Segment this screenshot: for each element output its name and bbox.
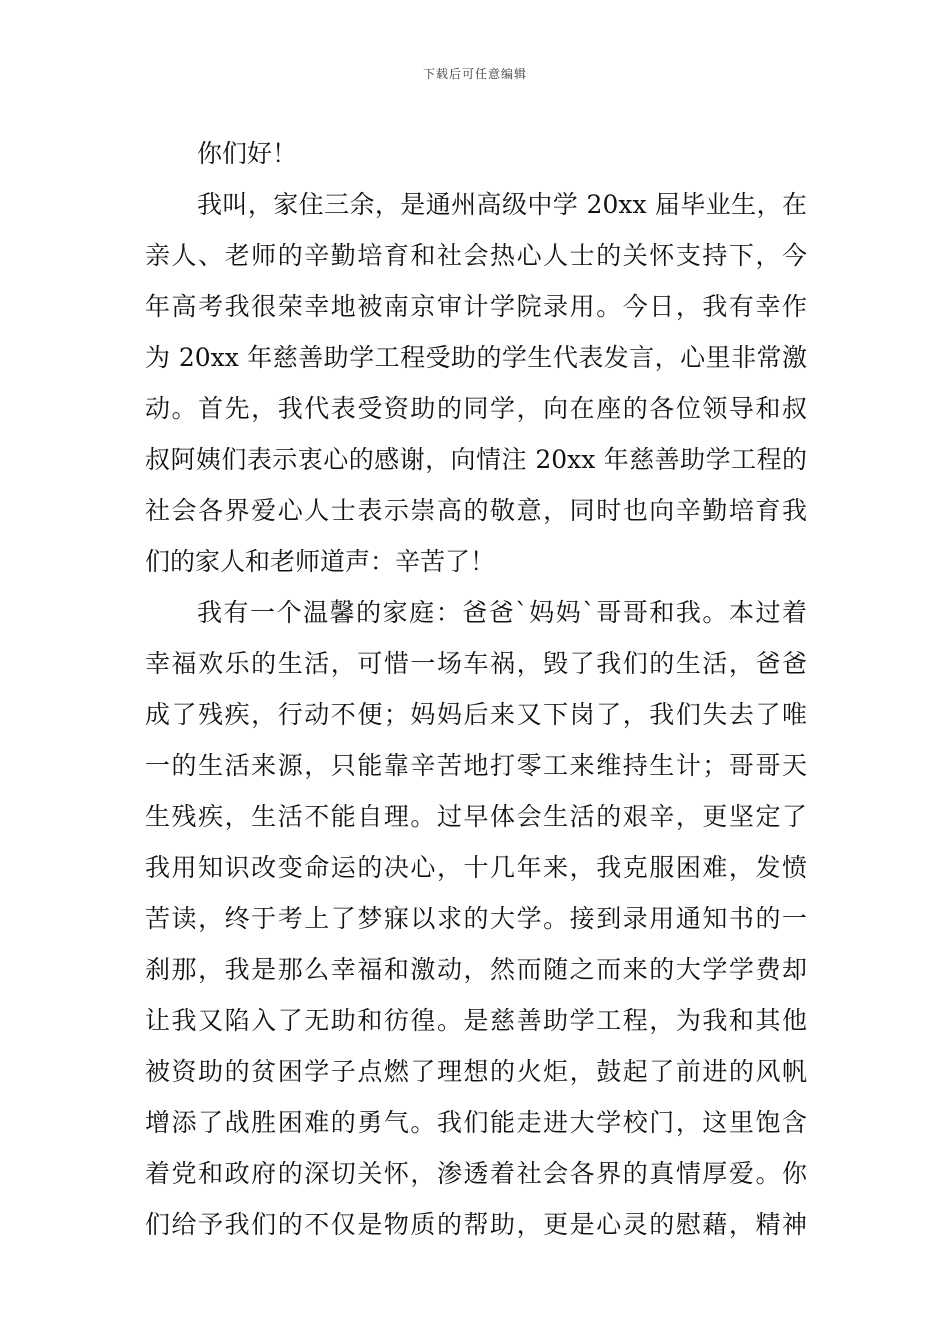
paragraph-introduction: [145, 179, 807, 587]
text-line: 我叫，家住三余，是通州高级中学 20xx 届毕业生，在: [197, 190, 807, 219]
text-line: 我有一个温馨的家庭：爸爸`妈妈`哥哥和我。本过着: [197, 598, 807, 627]
text-line: 一的生活来源，只能靠辛苦地打零工来维持生计；哥哥天: [145, 751, 807, 780]
paragraph-family-story: [145, 587, 807, 1250]
page-header-note: 下载后可任意编辑: [422, 67, 527, 81]
text-line: 苦读，终于考上了梦寐以求的大学。接到录用通知书的一: [145, 904, 807, 933]
document-body: [145, 128, 807, 1250]
text-line: 成了残疾，行动不便；妈妈后来又下岗了，我们失去了唯: [145, 700, 807, 729]
text-line: 我用知识改变命运的决心，十几年来，我克服困难，发愤: [145, 853, 807, 882]
text-line: 社会各界爱心人士表示崇高的敬意，同时也向辛勤培育我: [145, 496, 807, 525]
text-line: 让我又陷入了无助和彷徨。是慈善助学工程，为我和其他: [145, 1006, 807, 1035]
text-line: 们的家人和老师道声：辛苦了！: [145, 547, 496, 576]
text-line: 动。首先，我代表受资助的同学，向在座的各位领导和叔: [145, 394, 807, 423]
text-line: 着党和政府的深切关怀，渗透着社会各界的真情厚爱。你: [145, 1159, 807, 1188]
text-line: 刹那，我是那么幸福和激动，然而随之而来的大学学费却: [145, 955, 807, 984]
text-line: 为 20xx 年慈善助学工程受助的学生代表发言，心里非常激: [145, 343, 807, 372]
text-line: 叔阿姨们表示衷心的感谢，向情注 20xx 年慈善助学工程的: [145, 445, 807, 474]
text-line: 生残疾，生活不能自理。过早体会生活的艰辛，更坚定了: [145, 802, 807, 831]
greeting: 你们好！: [197, 139, 298, 168]
text-line: 亲人、老师的辛勤培育和社会热心人士的关怀支持下，今: [145, 241, 807, 270]
text-line: 年高考我很荣幸地被南京审计学院录用。今日，我有幸作: [145, 292, 807, 321]
text-line: 们给予我们的不仅是物质的帮助，更是心灵的慰藉，精神: [145, 1210, 807, 1239]
text-line: 增添了战胜困难的勇气。我们能走进大学校门，这里饱含: [145, 1108, 807, 1137]
text-line: 被资助的贫困学子点燃了理想的火炬，鼓起了前进的风帆: [145, 1057, 807, 1086]
text-line: 幸福欢乐的生活，可惜一场车祸，毁了我们的生活，爸爸: [145, 649, 807, 678]
